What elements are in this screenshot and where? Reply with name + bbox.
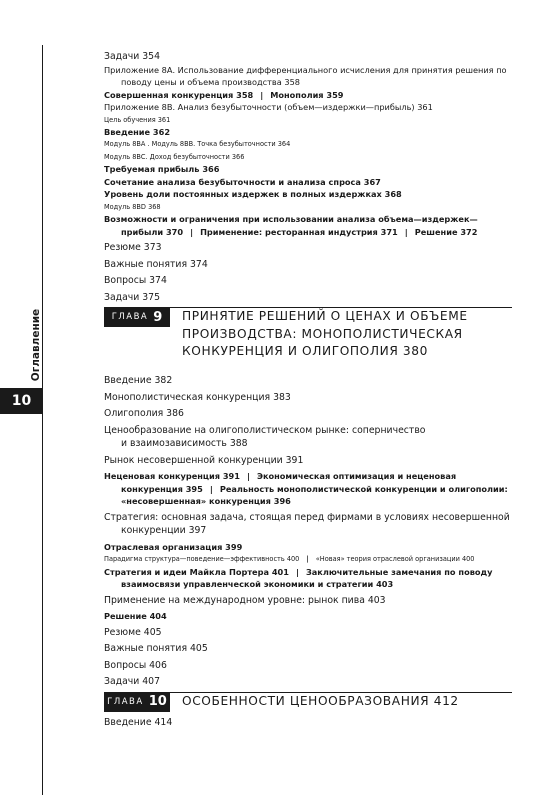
toc-entry[interactable]: Экономическая оптимизация и неценовая <box>256 471 457 482</box>
toc-entry-row <box>104 470 506 483</box>
toc-entry[interactable]: Парадигма структура—поведение—эффективность 400 <box>104 554 300 564</box>
toc-entry-row <box>104 483 506 496</box>
toc-entry-continuation[interactable]: и взаимозависимость 388 <box>121 438 248 450</box>
page-number: 10 <box>0 388 43 414</box>
toc-entry-continuation[interactable]: конкуренции 397 <box>121 525 207 537</box>
toc-entry[interactable]: Отраслевая организация 399 <box>104 541 243 552</box>
toc-entry[interactable]: Вопросы 406 <box>104 659 167 671</box>
toc-entry-continuation[interactable]: поводу цены и объема производства 358 <box>121 77 301 87</box>
toc-entry[interactable]: Решение 404 <box>104 611 167 622</box>
toc-entry[interactable]: Ценообразование на олигополистическом рынке: соперничество <box>104 424 426 436</box>
toc-entry[interactable]: Задачи 354 <box>104 51 161 62</box>
separator: | <box>260 89 264 100</box>
toc-entry[interactable]: Применение на международном уровне: рынок пива 403 <box>104 594 386 606</box>
chapter-badge <box>104 692 170 712</box>
toc-entry[interactable]: «Новая» теория отраслевой организации 400 <box>315 554 475 564</box>
toc-entry[interactable]: Совершенная конкуренция 358 <box>104 89 254 100</box>
toc-entry[interactable]: Возможности и ограничения при использовании анализа объема—издержек— <box>104 214 478 225</box>
toc-entry-row <box>104 226 506 239</box>
separator: | <box>190 226 194 237</box>
toc-entry[interactable]: Цель обучения 361 <box>104 114 171 124</box>
separator: | <box>295 566 299 577</box>
toc-entry-continuation[interactable]: «несовершенная» конкуренция 396 <box>121 496 291 507</box>
toc-entry-continuation[interactable]: прибыли 370 <box>121 226 184 237</box>
separator: | <box>404 226 408 237</box>
toc-entry[interactable]: Монополия 359 <box>270 89 344 100</box>
toc-entry-row <box>104 566 506 579</box>
chapter-title[interactable]: ПРИНЯТИЕ РЕШЕНИЙ О ЦЕНАХ И ОБЪЕМЕ ПРОИЗВОДСТВА: МОНОПОЛИСТИЧЕСКАЯ КОНКУРЕНЦИЯ И ОЛИГОПОЛИЯ 380 <box>182 309 468 359</box>
toc-entry[interactable]: Задачи 375 <box>104 291 161 303</box>
toc-entry[interactable]: Требуемая прибыль 366 <box>104 164 220 175</box>
chapter-word: ГЛАВА <box>111 312 149 323</box>
toc-entry[interactable]: Олигополия 386 <box>104 408 184 420</box>
chapter-9-header <box>104 307 506 369</box>
toc-entry[interactable]: Приложение 8В. Анализ безубыточности (объем—издержки—прибыль) 361 <box>104 102 433 112</box>
chapter-10-header <box>104 692 506 716</box>
separator: | <box>306 554 309 564</box>
toc-entry[interactable]: Введение 382 <box>104 375 173 387</box>
chapter-badge <box>104 307 170 327</box>
toc-entry[interactable]: Резюме 405 <box>104 626 162 638</box>
toc-entry[interactable]: Заключительные замечания по поводу <box>305 566 493 577</box>
toc-entry[interactable]: Неценовая конкуренция 391 <box>104 471 240 482</box>
toc-entry[interactable]: Стратегия: основная задача, стоящая перед фирмами в условиях несовершенной <box>104 511 510 523</box>
toc-entry[interactable]: Задачи 407 <box>104 676 161 688</box>
toc-entry[interactable]: Вопросы 374 <box>104 275 167 287</box>
toc-entry-continuation[interactable]: конкуренция 395 <box>121 483 203 494</box>
toc-entry[interactable]: Важные понятия 405 <box>104 643 208 655</box>
separator: | <box>246 471 250 482</box>
separator: | <box>209 483 213 494</box>
margin-rule <box>42 45 43 795</box>
toc-entry[interactable]: Применение: ресторанная индустрия 371 <box>200 226 398 237</box>
toc-content <box>104 50 510 729</box>
toc-entry-row <box>104 89 506 102</box>
toc-entry[interactable]: Уровень доли постоянных издержек в полных издержках 368 <box>104 189 402 200</box>
toc-entry[interactable]: Приложение 8А. Использование дифференциального исчисления для принятия решения по <box>104 64 507 75</box>
toc-entry[interactable]: Реальность монополистической конкуренции и олигополии: <box>219 483 508 494</box>
toc-entry[interactable]: Модуль 8ВD 368 <box>104 201 161 211</box>
toc-entry[interactable]: Важные понятия 374 <box>104 258 208 270</box>
toc-entry[interactable]: Сочетание анализа безубыточности и анализа спроса 367 <box>104 176 381 187</box>
toc-entry[interactable]: Монополистическая конкуренция 383 <box>104 391 291 403</box>
section-label: Оглавление <box>30 308 43 382</box>
toc-entry[interactable]: Решение 372 <box>414 226 478 237</box>
toc-entry[interactable]: Рынок несовершенной конкуренции 391 <box>104 454 304 466</box>
toc-entry[interactable]: Модуль 8ВА . Модуль 8ВВ. Точка безубыточности 364 <box>104 139 291 149</box>
toc-entry[interactable]: Введение 362 <box>104 126 171 137</box>
chapter-title[interactable]: ОСОБЕННОСТИ ЦЕНООБРАЗОВАНИЯ 412 <box>182 693 459 708</box>
toc-entry[interactable]: Резюме 373 <box>104 242 162 254</box>
toc-entry[interactable]: Модуль 8ВС. Доход безубыточности 366 <box>104 151 245 161</box>
toc-entry-row <box>104 553 506 565</box>
toc-entry[interactable]: Стратегия и идеи Майкла Портера 401 <box>104 566 289 577</box>
chapter-number: 10 <box>148 694 167 710</box>
toc-entry-continuation[interactable]: взаимосвязи управленческой экономики и стратегии 403 <box>121 579 394 590</box>
chapter-number: 9 <box>153 309 163 325</box>
chapter-word: ГЛАВА <box>107 696 144 707</box>
toc-entry[interactable]: Введение 414 <box>104 716 173 728</box>
